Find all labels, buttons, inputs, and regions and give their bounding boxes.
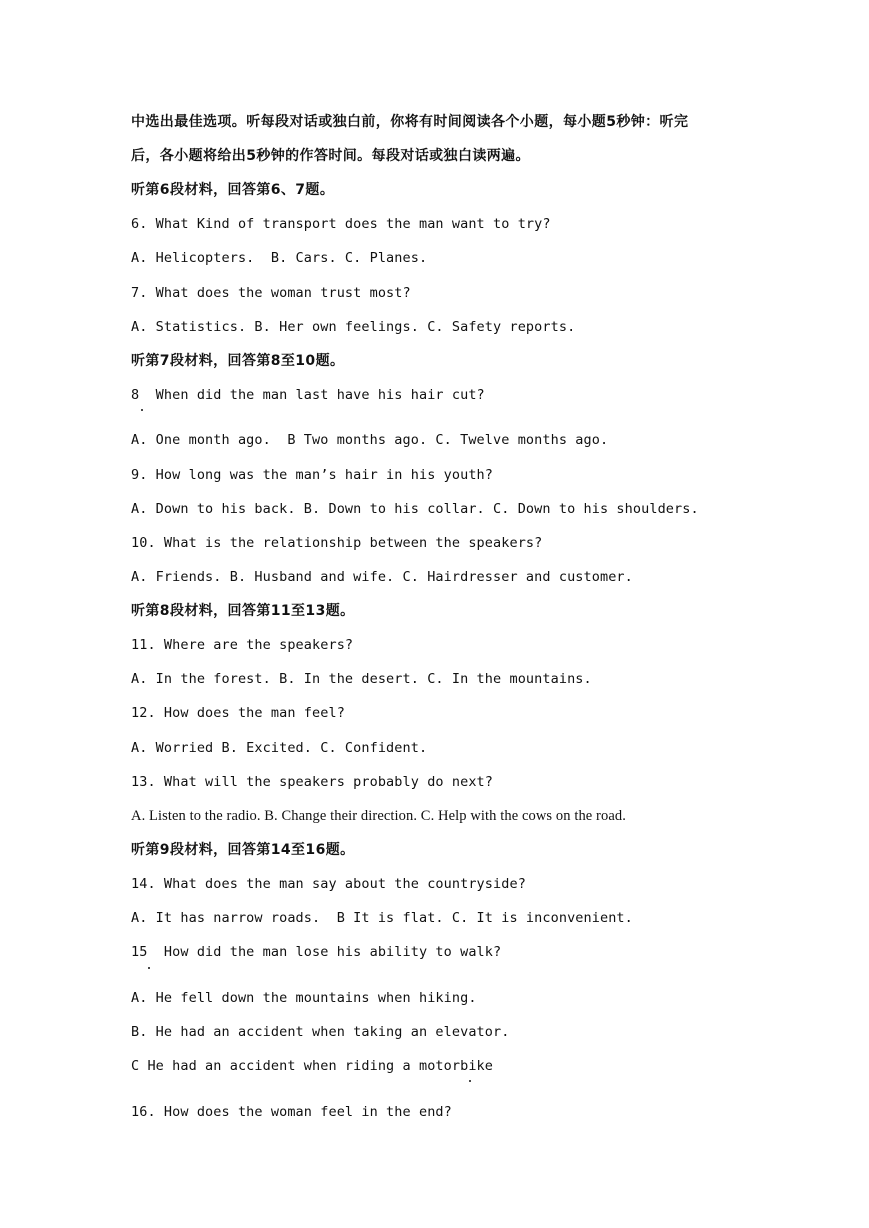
stray-dot-mark <box>141 409 143 411</box>
question-10: 10. What is the relationship between the speakers? <box>131 535 543 551</box>
options-7: A. Statistics. B. Her own feelings. C. Safety reports. <box>131 319 576 335</box>
option-15-a: A. He fell down the mountains when hiking. <box>131 990 477 1006</box>
options-8: A. One month ago. B Two months ago. C. Twelve months ago. <box>131 432 609 448</box>
options-9: A. Down to his back. B. Down to his collar. C. Down to his shoulders. <box>131 501 699 517</box>
stray-dot-mark <box>469 1080 471 1082</box>
instruction-text-line-1: 中选出最佳选项。听每段对话或独白前，你将有时间阅读各个小题，每小题5秒钟：听完 <box>131 114 689 130</box>
options-14: A. It has narrow roads. B It is flat. C. It is inconvenient. <box>131 910 633 926</box>
stray-dot-mark <box>148 967 150 969</box>
section-heading-7: 听第7段材料，回答第8至10题。 <box>131 353 345 369</box>
options-10: A. Friends. B. Husband and wife. C. Hairdresser and customer. <box>131 569 633 585</box>
question-9: 9. How long was the man’s hair in his youth? <box>131 467 494 483</box>
instruction-text-line-2: 后，各小题将给出5秒钟的作答时间。每段对话或独白读两遍。 <box>131 148 530 164</box>
section-heading-9: 听第9段材料，回答第14至16题。 <box>131 842 355 858</box>
question-8: 8 When did the man last have his hair cut? <box>131 387 485 403</box>
options-11: A. In the forest. B. In the desert. C. In the mountains. <box>131 671 592 687</box>
question-12: 12. How does the man feel? <box>131 705 345 721</box>
section-heading-8: 听第8段材料，回答第11至13题。 <box>131 603 355 619</box>
question-7: 7. What does the woman trust most? <box>131 285 411 301</box>
option-15-c: C He had an accident when riding a motorbike <box>131 1058 494 1074</box>
question-14: 14. What does the man say about the countryside? <box>131 876 526 892</box>
section-heading-6: 听第6段材料，回答第6、7题。 <box>131 182 335 198</box>
options-13: A. Listen to the radio. B. Change their direction. C. Help with the cows on the road. <box>131 808 626 824</box>
question-6: 6. What Kind of transport does the man want to try? <box>131 216 551 232</box>
options-12: A. Worried B. Excited. C. Confident. <box>131 740 428 756</box>
option-15-b: B. He had an accident when taking an elevator. <box>131 1024 510 1040</box>
question-16: 16. How does the woman feel in the end? <box>131 1104 452 1120</box>
question-15: 15 How did the man lose his ability to walk? <box>131 944 502 960</box>
question-13: 13. What will the speakers probably do next? <box>131 774 494 790</box>
options-6: A. Helicopters. B. Cars. C. Planes. <box>131 250 428 266</box>
question-11: 11. Where are the speakers? <box>131 637 354 653</box>
